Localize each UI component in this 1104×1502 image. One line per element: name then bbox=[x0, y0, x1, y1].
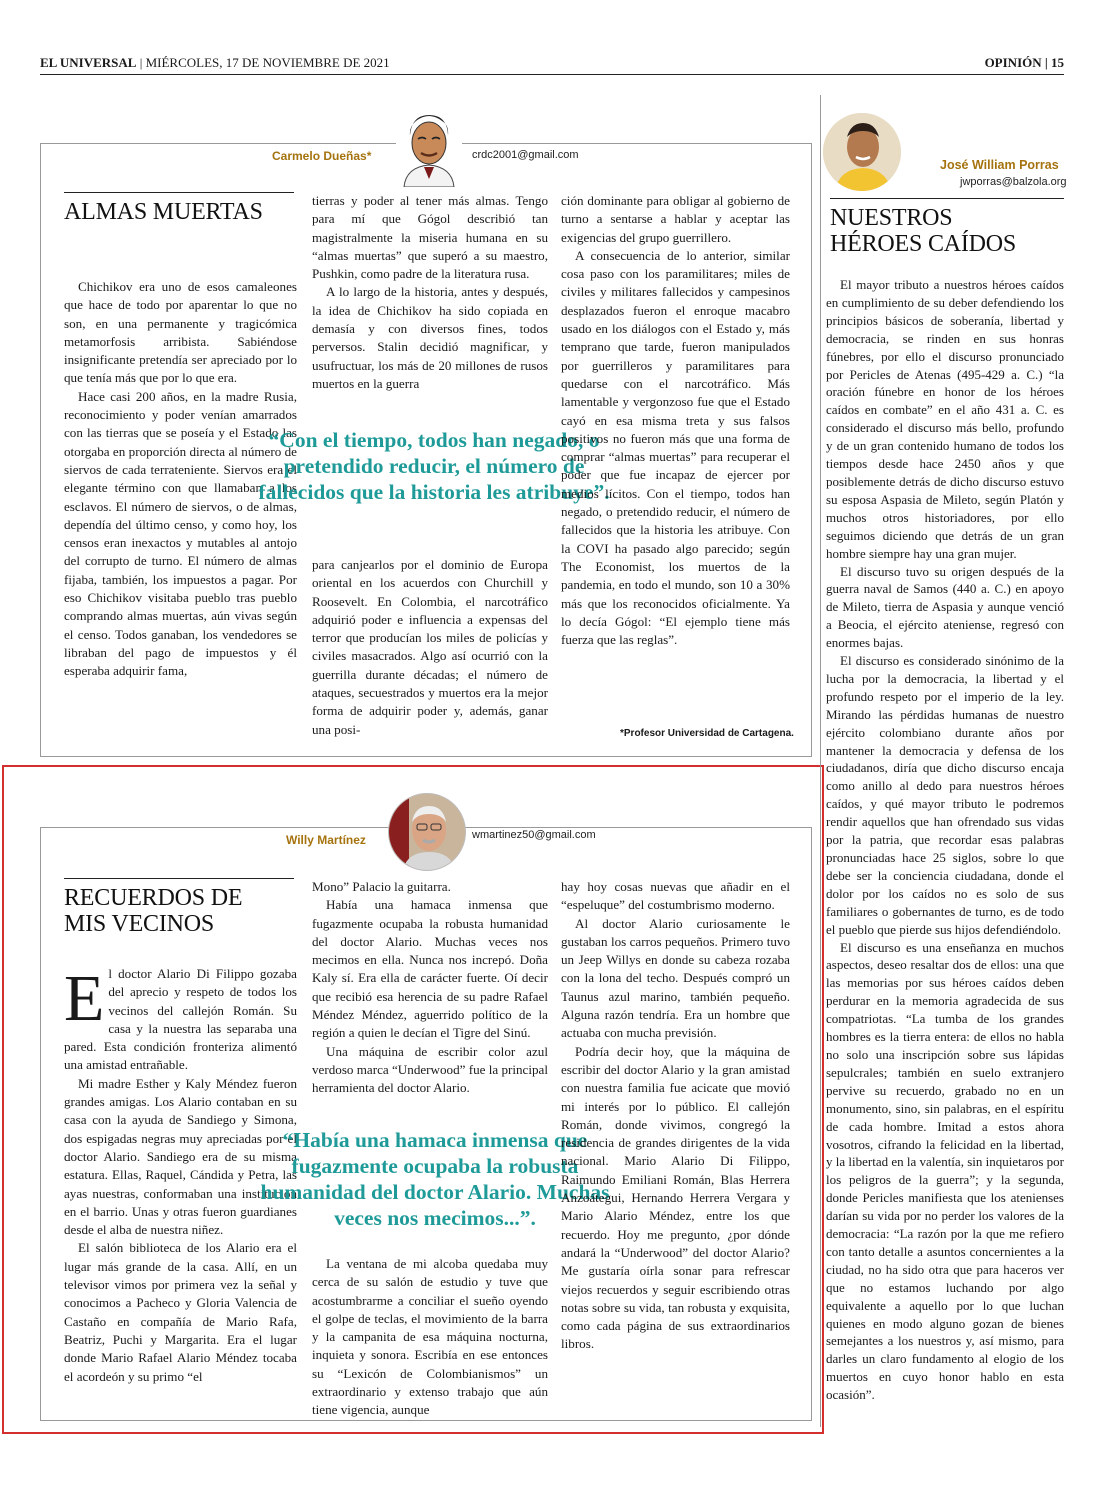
paragraph: ción dominante para obligar al gobierno de turno a sentarse a hablar y aceptar las exigencias del grupo guerrillero. bbox=[561, 193, 790, 245]
article-title: NUESTROS HÉROES CAÍDOS bbox=[830, 198, 1064, 257]
paragraph: El discurso es considerado sinónimo de la lucha por la democracia, la libertad y el profundo respeto por el imperio de la ley. Mirando las pérdidas humanas de nuestro ejército colombiano durante años por mantener la democracia y defensa de los ciudadanos, diría que dicho discurso encaja como anillo al dedo para nuestros héroes caídos, y qué mayor tributo le podremos rendir aquellos que han ofrendado sus vidas por la patria, que recordar esas palabras pronunciadas hace 25 siglos, sobre lo que debe ser la conciencia ciudadana, donde el dolor por los caídos no es solo de sus familiares o gobernantes de turno, es de todo el pueblo que pierde sus hijos defendiéndolo. bbox=[826, 653, 1064, 937]
paragraph: Podría decir hoy, que la máquina de escribir del doctor Alario y la gran amistad con nuestra familia fue acicate que movió mi interés por lo público. El callejón Román, donde vivimos, congregó la residencia de grandes dirigentes de la vida nacional. Mario Alario Di Filippo, Raimundo Emiliani Román, Blas Herrera Anzoátegui, Hernando Herrera Vergara y Mario Alario Méndez, entre los que recuerdo. Hoy me pregunto, ¿por dónde andará la “Underwood” del doctor Alario? Me gustaría oírla sonar para refrescar viejos recuerdos y seguir escribiendo otras notas sobre su vida, tan robusta y exquisita, como cada página de sus extraordinarios libros. bbox=[561, 1043, 790, 1352]
author-name: José William Porras bbox=[940, 158, 1059, 172]
article2-column-3 bbox=[561, 878, 790, 1354]
pull-quote: “Con el tiempo, todos han negado, o pretendido reducir, el número de fallecidos que la historia les atribuye”. bbox=[258, 428, 610, 504]
author-name: Willy Martínez bbox=[286, 833, 366, 847]
paragraph: para canjearlos por el dominio de Europa oriental en los acuerdos con Churchill y Roosevelt. En Colombia, el narcotráfico adquirió poder e influencia a expensas del terror que producían los miles de policías y civiles masacrados. Algo así ocurrió con la guerrilla durante décadas; el número de ataques, secuestrados y muertos era la mejor forma de adquirir poder y, además, ganar una posi- bbox=[312, 557, 548, 737]
header-left: EL UNIVERSAL | MIÉRCOLES, 17 DE NOVIEMBRE DE 2021 bbox=[40, 55, 390, 70]
paragraph: A lo largo de la historia, antes y después, la idea de Chichikov ha sido copiada en demasía y con diversos fines, todos perversos. Stalin decidió magnificar, y usufructuar, los más de 20 millones de rusos muertos en la guerra bbox=[312, 284, 548, 391]
paragraph: El discurso es una enseñanza en muchos aspectos, deseo resaltar dos de ellos: una que las memorias por sus héroes caídos deben perdurar en la memoria agradecida de sus compatriotas. “La tumba de los grandes hombres es la tierra entera: de ellos no habla no solo una inscripción sobre sus lápidas sepulcrales; también en suelo extranjero pervive su recuerdo, grabado no en un monumento, sino, sin palabras, en el espíritu de cada hombre. Imitad a estos ahora vosotros, cifrando la felicidad en la libertad, y la libertad en la valentía, sin inquietaros por los peligros de la guerra”; y la segunda, donde Pericles manifiesta que los atenienses darían su vida por no perder los valores de la democracia: “La razón por la que me refiero con tanto detalle a asuntos concernientes a la ciudad, no ha sido otra que para haceros ver que no estamos luchando por algo equivalente a aquello por lo que luchan quienes en modo alguno gozan de bienes semejantes a los nuestros y, así mismo, para darles un claro fundamento al elogio de los muertos en cuyo honor hablo en esta ocasión”. bbox=[826, 939, 1064, 1403]
paragraph: Una máquina de escribir color azul verdoso marca “Underwood” fue la principal herramienta del doctor Alario. bbox=[312, 1043, 548, 1096]
author-photo bbox=[823, 113, 901, 191]
issue-date: MIÉRCOLES, 17 DE NOVIEMBRE DE 2021 bbox=[145, 55, 390, 70]
column-divider bbox=[820, 95, 821, 1427]
author-email: wmartinez50@gmail.com bbox=[472, 829, 596, 841]
paragraph: El mayor tributo a nuestros héroes caídos en cumplimiento de su deber defendiendo los principios básicos de soberanía, libertad y democracia, se rinden en sus honras fúnebres, por ello el discurso pronunciado por Pericles de Atenas (495-429 a. C.) “la oración fúnebre en honor de los héroes caídos en combate” en el año 431 a. C. es considerado el discurso más bello, profundo y de un gran contenido humano de todos los tiempos desde hace 2450 años y que posiblemente detrás de dicho discurso estuvo su esposa Aspasia de Mileto, según Platón y muchos otros historiadores, por ello seguimos diciendo que detrás de un gran hombre siempre hay una gran mujer. bbox=[826, 277, 1064, 561]
section-name: OPINIÓN bbox=[984, 55, 1042, 70]
paragraph: hay hoy cosas nuevas que añadir en el “espeluque” del costumbrismo moderno. bbox=[561, 879, 790, 913]
paragraph: El doctor Alario Di Filippo gozaba del aprecio y respeto de todos los vecinos del callejón Román. Su casa y la nuestra las separaba una pared. Esta condición fronteriza alimentó una amistad entrañable. bbox=[64, 962, 297, 1073]
article2-column-2-top bbox=[312, 878, 548, 1098]
pull-quote: “Había una hamaca inmensa que fugazmente ocupaba la robusta humanidad del doctor Alario. Muchas veces nos mecimos...”. bbox=[260, 1128, 610, 1230]
page-header bbox=[40, 52, 1064, 74]
author-name: Carmelo Dueñas* bbox=[272, 149, 372, 163]
paragraph: El discurso tuvo su origen después de la guerra naval de Samos (440 a. C.) en apoyo de Mileto, tierra de Aspasia y aunque venció a Beocia, el ejército ateniense, regresó con enormes bajas. bbox=[826, 563, 1064, 651]
author-email: jwporras@balzola.org bbox=[960, 176, 1067, 188]
header-rule bbox=[40, 74, 1064, 75]
paragraph: Chichikov era uno de esos camaleones que hace de todo por aparentar lo que no son, en una permanente y tragicómica metamorfosis arribista. Sabiéndose insignificante pretendía ser apreciado por lo que tenía más que por lo que era. bbox=[64, 279, 297, 386]
paragraph: Mono” Palacio la guitarra. bbox=[312, 879, 451, 894]
article2-column-2-bottom bbox=[312, 1255, 548, 1420]
paragraph: El salón biblioteca de los Alario era el lugar más grande de la casa. Allí, en un televisor vimos por primera vez la señal y conocimos a Pacheco y Gloria Valencia de Castaño en compañía de Mario Rafa, Beatriz, Puchi y Margarita. Era el lugar donde Mario Rafael Alario Méndez tocaba el acordeón y su primo “el bbox=[64, 1240, 297, 1384]
paragraph: A consecuencia de lo anterior, similar cosa paso con los paramilitares; miles de civiles y militares fallecidos y campesinos desplazados fueron el enroque macabro usado en los diálogos con el Estado y, más temprano que tarde, fueron manipulados por guerrilleros y paramilitares para quedarse con el narcotráfico. Más lamentable y vergonzoso fue que el Estado cayó en esa misma treta y sus falsos positivos no fueron más que una forma de comprar “almas muertas” para recuperar el poder que fue incapaz de ejercer por medios lícitos. Con el tiempo, todos han negado, o pretendido reducir, el número de fallecidos que la historia les atribuye. Con la COVI ha pasado algo parecido; según The Economist, los muertos de la pandemia, en todo el mundo, son 10 a 30% más que los reconocidos oficialmente. Ya lo decía Gógol: “El ejemplo tiene más fuerza que las reglas”. bbox=[561, 247, 790, 648]
article1-column-2-bottom bbox=[312, 556, 548, 739]
page-number: 15 bbox=[1051, 55, 1064, 70]
paragraph: Mi madre Esther y Kaly Méndez fueron grandes amigas. Los Alario contaban en su casa con la ayuda de Sandiego y Simona, dos espigadas negras muy apreciadas por el doctor Alario. Sandiego era de su misma estatura. Ellas, Raquel, Cándida y Petra, las ayas nuestras, conformaban una institución en el barrio. Unas y otras fueron guardianes desde el alba de nuestra niñez. bbox=[64, 1075, 297, 1238]
article1-column-2-top bbox=[312, 192, 548, 393]
article1-column-3 bbox=[561, 192, 790, 649]
paragraph: tierras y poder al tener más almas. Tengo para mí que Gógol describió tan magistralmente la miseria humana en su “almas muertas” que superó a su maestro, Pushkin, como padre de la literatura rusa. bbox=[312, 193, 548, 282]
author-portrait-illustration bbox=[396, 109, 462, 187]
paragraph: Al doctor Alario curiosamente le gustaban los carros pequeños. Primero tuvo un Jeep Willys en donde su cabeza rozaba con la lona del techo. Después compró un Taunus azul marino, también pequeño. Alguna razón tendría. Era un hombre que actuaba con mucha previsión. bbox=[561, 915, 790, 1041]
author-email: crdc2001@gmail.com bbox=[472, 149, 579, 161]
author-footnote: *Profesor Universidad de Cartagena. bbox=[620, 728, 794, 739]
paper-name: EL UNIVERSAL bbox=[40, 55, 137, 70]
author-photo bbox=[388, 793, 466, 871]
paragraph: La ventana de mi alcoba quedaba muy cerca de su salón de estudio y tuve que acostumbrarme a conciliar el sueño oyendo el golpe de teclas, el movimiento de la barra y la campanita de esa máquina nocturna, inquieta y sonora. Escribía en ese entonces su “Lexicón de Colombianismos” un extraordinario y extenso trabajo que aún tiene vigencia, aunque bbox=[312, 1256, 548, 1418]
header-right: OPINIÓN | 15 bbox=[984, 55, 1064, 70]
paragraph: Había una hamaca inmensa que fugazmente ocupaba la robusta humanidad del doctor Alario. Muchas veces nos mecimos en ella. Nunca nos increpó. Doña Kaly sí. Era ella de carácter fuerte. Oí decir que recibió esa herencia de su padre Rafael Méndez Méndez, aguerrido político de la región a quien le decían el Tigre del Sinú. bbox=[312, 897, 548, 1041]
article3-column bbox=[826, 276, 1064, 1404]
drop-cap: E bbox=[64, 962, 105, 1035]
paragraph: Hace casi 200 años, en la madre Rusia, reconocimiento y poder venían amarrados con las tierras que se poseía y el Estado las otorgaba en proporción directa al número de siervos de cada terrateniente. Siervos era el elegante término con que llamaban a los esclavos. El número de siervos, o de almas, dependía del último censo, y como hoy, los censos eran inexactos y mutables al antojo del corrupto de turno. El número de almas fijaba, también, los impuestos a pagar. Por eso Chichikov visitaba pueblo tras pueblo comprando almas muertas, aún vivas según el censo. Todos ganaban, los vendedores se libraban del pago de impuestos y él esperaba adquirir fama, bbox=[64, 388, 297, 679]
article-title: ALMAS MUERTAS bbox=[64, 192, 294, 225]
article-title: RECUERDOS DE MIS VECINOS bbox=[64, 878, 294, 937]
